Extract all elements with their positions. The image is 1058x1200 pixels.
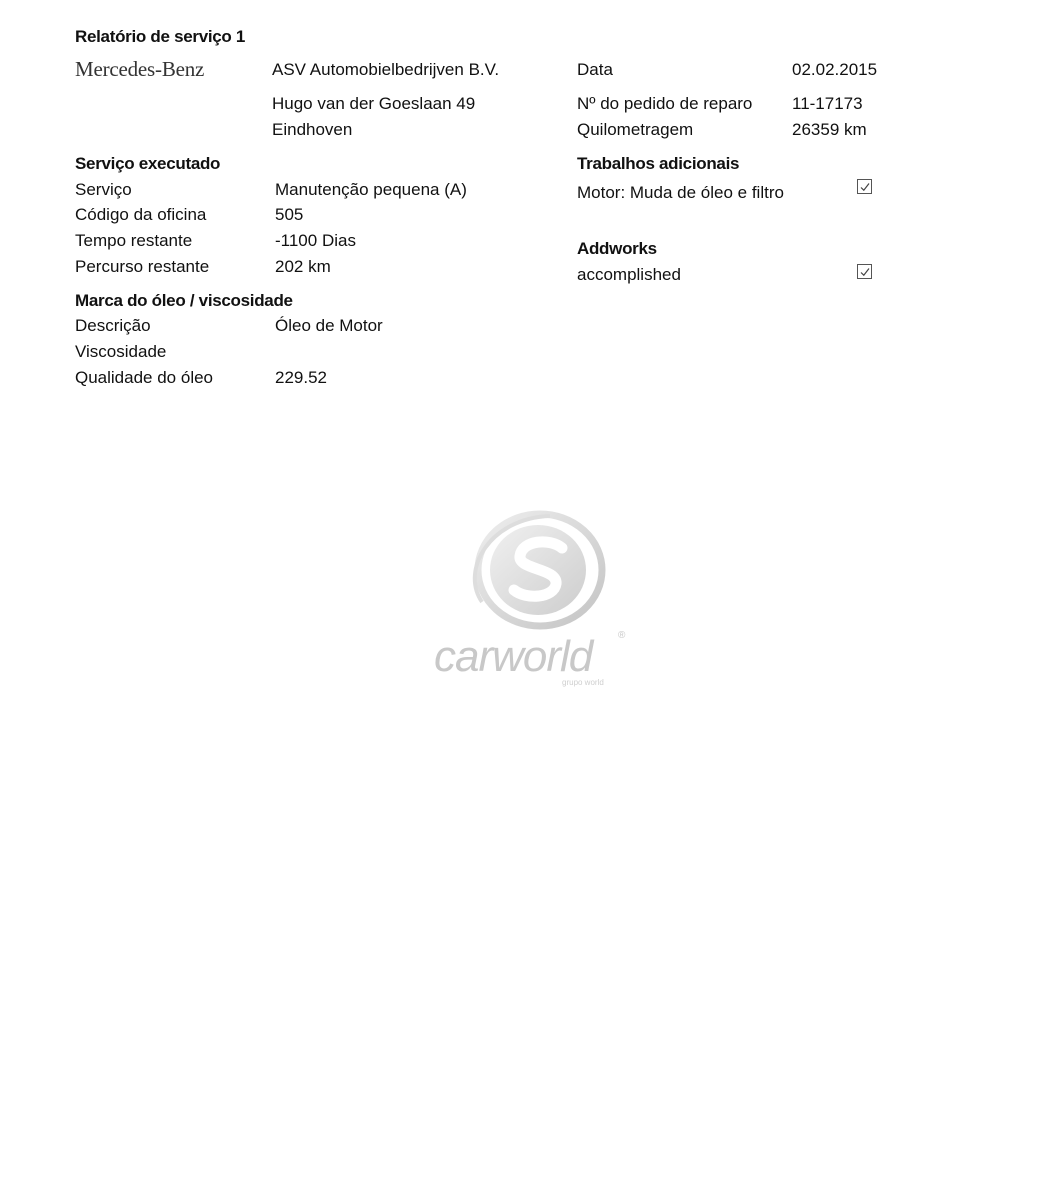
dealer-city: Eindhoven xyxy=(272,120,353,139)
service-row-label: Percurso restante xyxy=(75,257,210,276)
additional-item-label: Motor: Muda de óleo e filtro xyxy=(577,183,784,202)
service-row-label: Código da oficina xyxy=(75,205,207,224)
addworks-heading: Addworks xyxy=(577,239,657,258)
dealer-name: ASV Automobielbedrijven B.V. xyxy=(272,60,500,79)
oil-row-label: Descrição xyxy=(75,316,151,335)
meta-mileage-value: 26359 km xyxy=(792,120,867,139)
meta-mileage-label: Quilometragem xyxy=(577,120,694,139)
oil-row-value: 229.52 xyxy=(275,368,327,387)
service-row-label: Serviço xyxy=(75,180,132,199)
report-title: Relatório de serviço 1 xyxy=(75,27,246,46)
meta-date-value: 02.02.2015 xyxy=(792,60,878,79)
addworks-item-label: accomplished xyxy=(577,265,681,284)
meta-date-label: Data xyxy=(577,60,613,79)
meta-order-label: Nº do pedido de reparo xyxy=(577,94,753,113)
checkbox-checked-icon xyxy=(857,264,872,279)
additional-heading: Trabalhos adicionais xyxy=(577,154,740,173)
brand-name: Mercedes-Benz xyxy=(75,57,205,81)
service-heading: Serviço executado xyxy=(75,154,221,173)
meta-order-value: 11-17173 xyxy=(792,94,863,113)
watermark-brand-text: carworld xyxy=(434,632,593,681)
service-row-value: 505 xyxy=(275,205,304,224)
service-row-label: Tempo restante xyxy=(75,231,193,250)
carworld-watermark-logo xyxy=(430,510,630,690)
dealer-street: Hugo van der Goeslaan 49 xyxy=(272,94,476,113)
oil-row-label: Qualidade do óleo xyxy=(75,368,214,387)
watermark-tagline: grupo world xyxy=(562,678,604,687)
checkbox-checked-icon xyxy=(857,179,872,194)
oil-row-value: Óleo de Motor xyxy=(275,316,383,335)
service-row-value: Manutenção pequena (A) xyxy=(275,180,467,199)
service-row-value: 202 km xyxy=(275,257,331,276)
watermark-registered-mark: ® xyxy=(618,630,626,641)
oil-heading: Marca do óleo / viscosidade xyxy=(75,291,293,310)
service-row-value: -1100 Dias xyxy=(275,231,356,250)
oil-row-label: Viscosidade xyxy=(75,342,167,361)
